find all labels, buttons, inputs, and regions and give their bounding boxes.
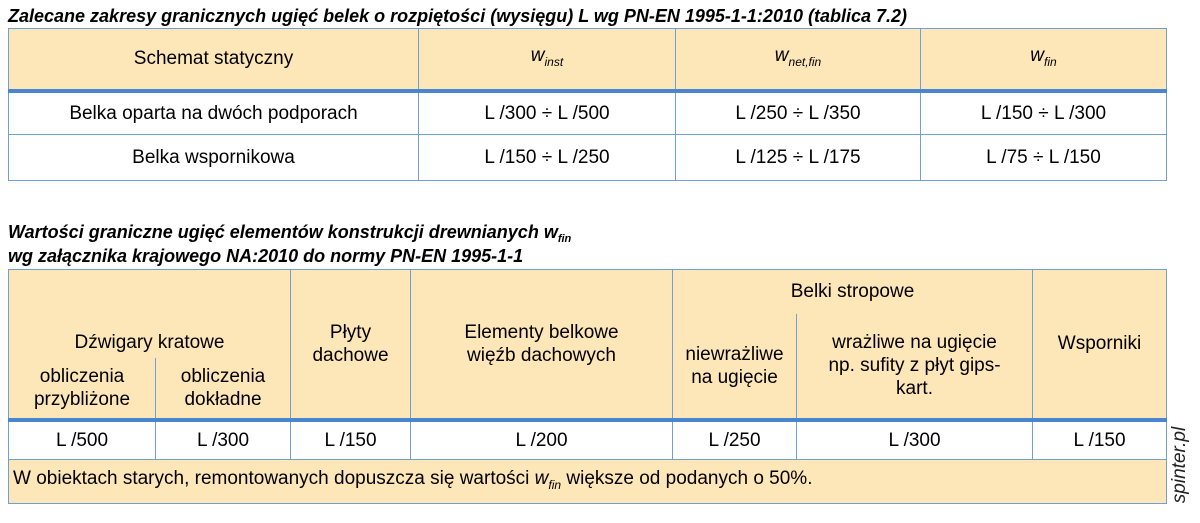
table1-title-text: Zalecane zakresy granicznych ugięć belek o rozpiętości (wysięgu) L wg PN-EN 1995-1-1:2010 (tablica 7.2) — [8, 6, 908, 26]
w-subscript-inst: inst — [544, 54, 564, 69]
value-elementy: L /200 — [411, 420, 673, 460]
header-wrazliwe — [797, 314, 1033, 420]
header-w-netfin — [676, 29, 921, 91]
header-dz-przyblizone-text: obliczenia przybliżone — [33, 365, 131, 410]
table1-header-row — [9, 29, 1167, 91]
w-subscript-netfin: net,fin — [788, 54, 822, 69]
table1-title — [8, 6, 907, 26]
timber-deflection-limits-table — [8, 269, 1167, 504]
value-netfin: L /125 ÷ L /175 — [676, 135, 921, 181]
table2-title-text2: wg załącznika krajowego NA:2010 do normy PN-EN 1995-1-1 — [8, 246, 524, 266]
table2-title-subscript: fin — [557, 233, 572, 245]
header-plyty — [291, 270, 411, 420]
header-schemat: Schemat statyczny — [9, 29, 419, 91]
value-dz-dokladne: L /300 — [156, 420, 291, 460]
w-symbol: w — [530, 44, 545, 66]
header-elementy-text: Elementy belkowe więźb dachowych — [464, 321, 619, 366]
row-label: Belka wspornikowa — [9, 135, 419, 181]
value-fin: L /150 ÷ L /300 — [921, 91, 1167, 135]
table2-header-row1 — [9, 270, 1167, 314]
note-text-pre: W obiektach starych, remontowanych dopuszcza się wartości — [13, 467, 530, 489]
w-symbol: w — [1030, 44, 1045, 66]
value-plyty: L /150 — [291, 420, 411, 460]
w-subscript-fin: fin — [1044, 54, 1057, 69]
value-niewrazliwe: L /250 — [673, 420, 797, 460]
value-inst: L /300 ÷ L /500 — [419, 91, 676, 135]
header-w-inst — [419, 29, 676, 91]
header-w-fin — [921, 29, 1167, 91]
table-row — [9, 420, 1167, 460]
note-w-symbol: w — [534, 467, 549, 489]
header-dz-przyblizone — [9, 358, 156, 420]
header-wsporniki: Wsporniki — [1033, 270, 1167, 420]
value-dz-przyblizone: L /500 — [9, 420, 156, 460]
note-text-post: większe od podanych o 50%. — [566, 467, 813, 489]
header-elementy — [411, 270, 673, 420]
header-dzwigary: Dźwigary kratowe — [9, 270, 291, 358]
value-fin: L /75 ÷ L /150 — [921, 135, 1167, 181]
header-niewrazliwe-text: niewrażliwe na ugięcie — [685, 343, 784, 388]
watermark-text: spinter.pl — [1169, 426, 1190, 504]
watermark — [1166, 415, 1194, 515]
table2-title-line1 — [8, 222, 571, 249]
value-netfin: L /250 ÷ L /350 — [676, 91, 921, 135]
header-plyty-text: Płyty dachowe — [312, 321, 389, 366]
note-cell — [9, 460, 1167, 504]
header-wrazliwe-text: wrażliwe na ugięcie np. sufity z płyt gips-kart. — [828, 332, 1001, 399]
table-row — [9, 135, 1167, 181]
w-symbol: w — [774, 44, 789, 66]
table2-title-line2 — [8, 246, 523, 266]
header-belki: Belki stropowe — [673, 270, 1033, 314]
deflection-ranges-table — [8, 28, 1167, 181]
note-w-subscript: fin — [548, 477, 562, 492]
table2-title-text: Wartości graniczne ugięć elementów konstrukcji drewnianych w — [8, 222, 558, 242]
table-row — [9, 91, 1167, 135]
row-label: Belka oparta na dwóch podporach — [9, 91, 419, 135]
note-row — [9, 460, 1167, 504]
header-niewrazliwe — [673, 314, 797, 420]
value-wrazliwe: L /300 — [797, 420, 1033, 460]
header-dz-dokladne — [156, 358, 291, 420]
value-inst: L /150 ÷ L /250 — [419, 135, 676, 181]
value-wsporniki: L /150 — [1033, 420, 1167, 460]
header-dz-dokladne-text: obliczenia dokładne — [180, 365, 266, 410]
